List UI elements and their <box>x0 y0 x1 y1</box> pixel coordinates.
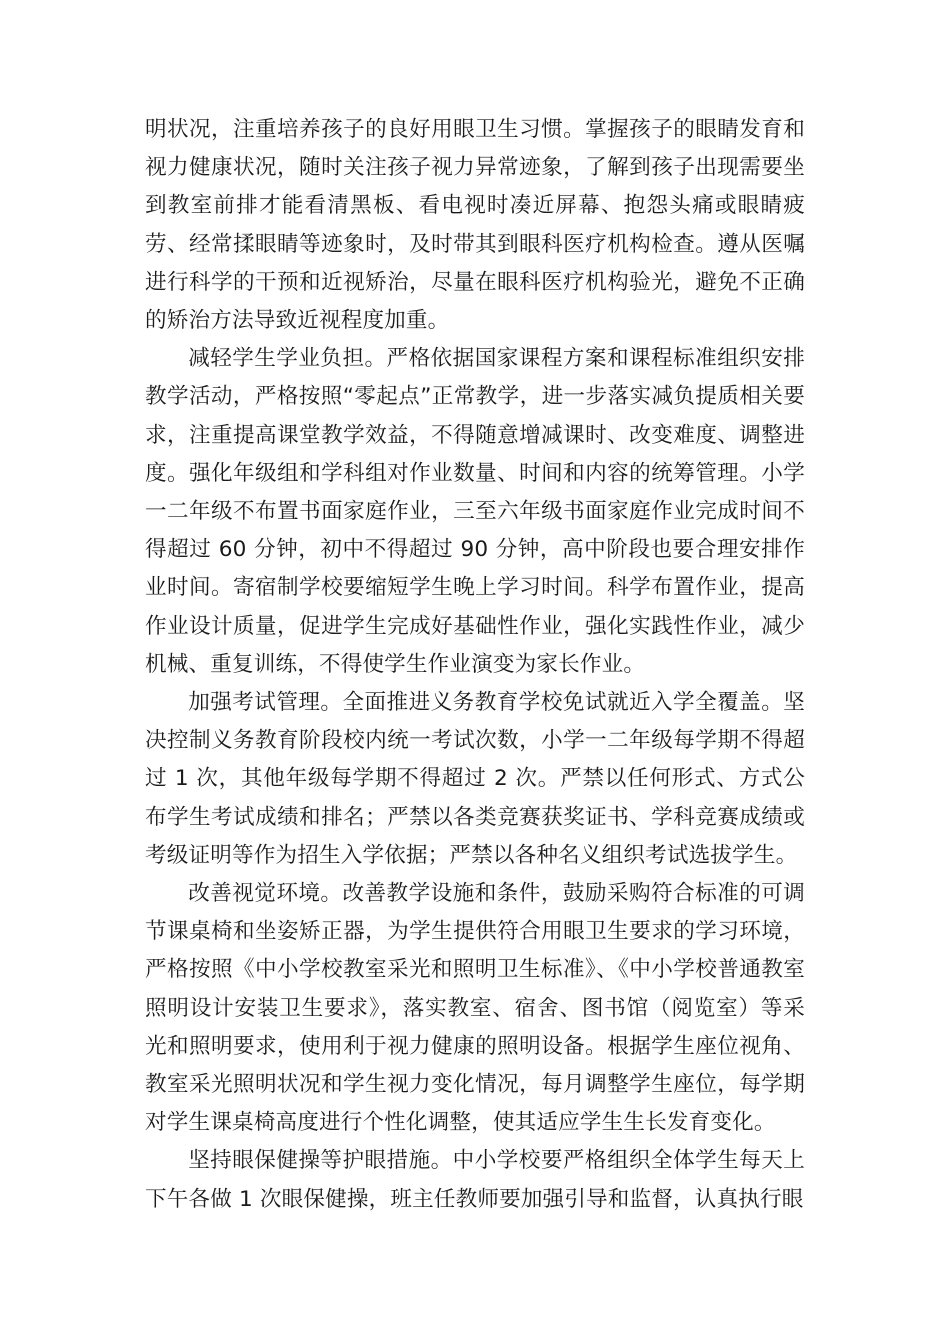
paragraph-4: 改善视觉环境。改善教学设施和条件，鼓励采购符合标准的可调节课桌椅和坐姿矫正器，为学生提供符合用眼卫生要求的学习环境，严格按照《中小学校教室采光和照明卫生标准》、《中小学校普通教室照明设计安装卫生要求》，落实教室、宿舍、图书馆（阅览室）等采光和照明要求，使用利于视力健康的照明设备。根据学生座位视角、教室采光照明状况和学生视力变化情况，每月调整学生座位，每学期对学生课桌椅高度进行个性化调整，使其适应学生生长发育变化。 <box>145 881 805 1136</box>
paragraph-2: 减轻学生学业负担。严格依据国家课程方案和课程标准组织安排教学活动，严格按照“零起点”正常教学，进一步落实减负提质相关要求，注重提高课堂教学效益，不得随意增减课时、改变难度、调整进度。强化年级组和学科组对作业数量、时间和内容的统筹管理。小学一二年级不布置书面家庭作业，三至六年级书面家庭作业完成时间不得超过 60 分钟，初中不得超过 90 分钟，高中阶段也要合理安排作业时间。寄宿制学校要缩短学生晚上学习时间。科学布置作业，提高作业设计质量，促进学生完成好基础性作业，强化实践性作业，减少机械、重复训练，不得使学生作业演变为家长作业。 <box>145 346 805 677</box>
paragraph-5: 坚持眼保健操等护眼措施。中小学校要严格组织全体学生每天上下午各做 1 次眼保健操，班主任教师要加强引导和监督，认真执行眼 <box>145 1148 805 1212</box>
paragraph-3: 加强考试管理。全面推进义务教育学校免试就近入学全覆盖。坚决控制义务教育阶段校内统一考试次数，小学一二年级每学期不得超过 1 次，其他年级每学期不得超过 2 次。严禁以任何形式、方式公布学生考试成绩和排名；严禁以各类竞赛获奖证书、学科竞赛成绩或考级证明等作为招生入学依据；严禁以各种名义组织考试选拔学生。 <box>145 690 805 868</box>
document-body <box>145 111 805 1219</box>
paragraph-1: 明状况，注重培养孩子的良好用眼卫生习惯。掌握孩子的眼睛发育和视力健康状况，随时关注孩子视力异常迹象，了解到孩子出现需要坐到教室前排才能看清黑板、看电视时凑近屏幕、抱怨头痛或眼睛疲劳、经常揉眼睛等迹象时，及时带其到眼科医疗机构检查。遵从医嘱进行科学的干预和近视矫治，尽量在眼科医疗机构验光，避免不正确的矫治方法导致近视程度加重。 <box>145 117 805 334</box>
